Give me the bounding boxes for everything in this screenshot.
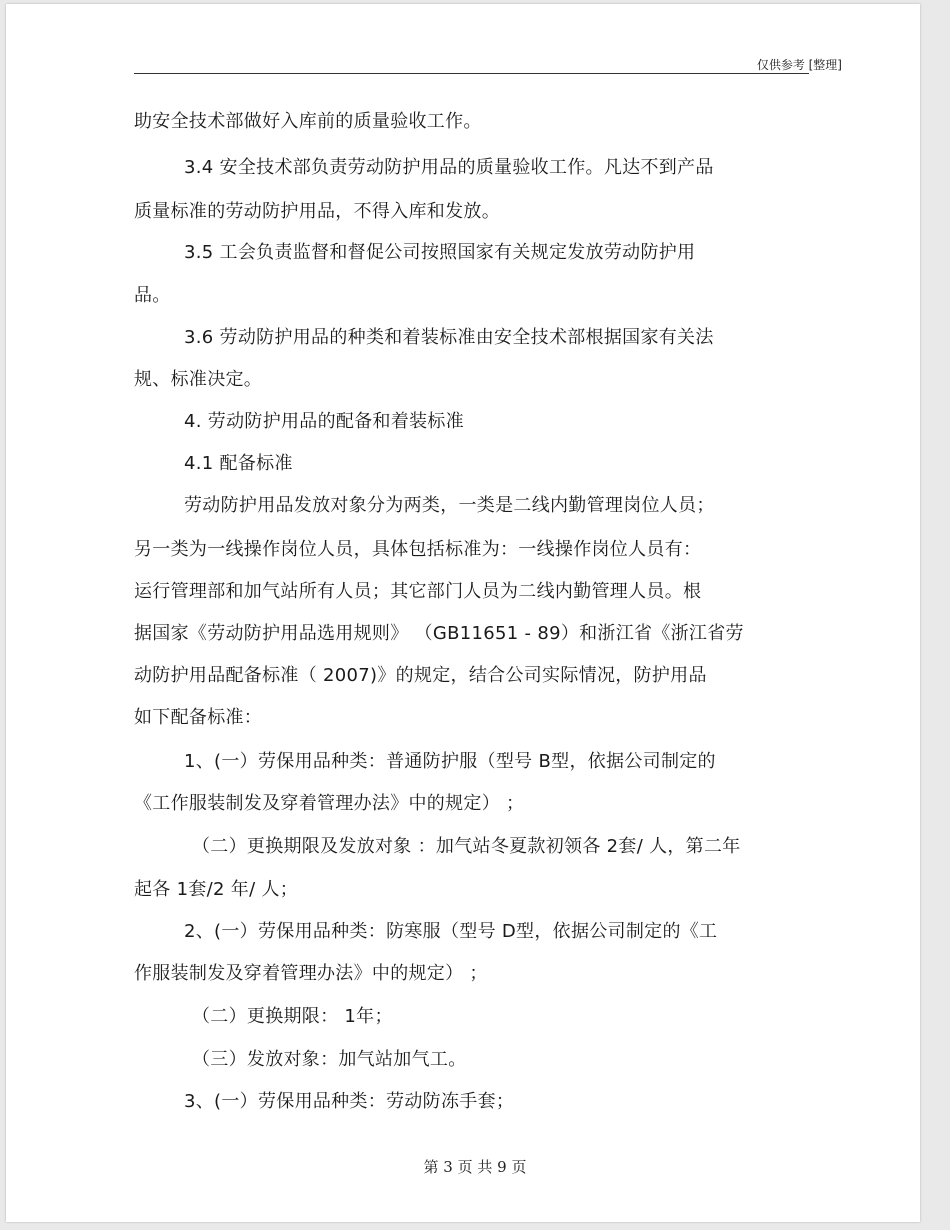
body-line: 规、标准决定。 <box>134 369 263 390</box>
list-item: 3、(一）劳保用品种类：劳动防冻手套； <box>184 1091 515 1112</box>
section-heading: 4. 劳动防护用品的配备和着装标准 <box>184 411 464 432</box>
list-item: 1、(一）劳保用品种类：普通防护服（型号 B型，依据公司制定的 <box>184 751 716 772</box>
subsection-heading: 4.1 配备标准 <box>184 453 293 474</box>
header-note: 仅供参考 [整理] <box>756 58 842 72</box>
body-line: 3.5 工会负责监督和督促公司按照国家有关规定发放劳动防护用 <box>184 242 696 263</box>
body-line: 据国家《劳动防护用品选用规则》 （GB11651 - 89）和浙江省《浙江省劳 <box>134 623 744 644</box>
body-line: 作服装制发及穿着管理办法》中的规定） ； <box>134 963 488 984</box>
list-item: （三）发放对象：加气站加气工。 <box>192 1049 467 1070</box>
page-number-footer: 第 3 页 共 9 页 <box>423 1158 527 1176</box>
list-item: 2、(一）劳保用品种类：防寒服（型号 D型，依据公司制定的《工 <box>184 921 718 942</box>
body-line: 劳动防护用品发放对象分为两类，一类是二线内勤管理岗位人员； <box>184 495 715 516</box>
body-line: 品。 <box>134 285 171 306</box>
body-line: 3.4 安全技术部负责劳动防护用品的质量验收工作。凡达不到产品 <box>184 157 714 178</box>
body-line: 起各 1套/2 年/ 人； <box>134 879 299 900</box>
body-line: 《工作服装制发及穿着管理办法》中的规定） ； <box>134 793 525 814</box>
header-divider <box>134 73 809 74</box>
body-line: 另一类为一线操作岗位人员，具体包括标准为：一线操作岗位人员有： <box>134 539 702 560</box>
body-line: 3.6 劳动防护用品的种类和着装标准由安全技术部根据国家有关法 <box>184 327 714 348</box>
body-line: 如下配备标准： <box>134 707 263 728</box>
body-line: 助安全技术部做好入库前的质量验收工作。 <box>134 111 482 132</box>
list-item: （二）更换期限： 1年； <box>192 1006 393 1027</box>
body-line: 动防护用品配备标准（ 2007)》的规定，结合公司实际情况，防护用品 <box>134 665 707 686</box>
body-line: 质量标准的劳动防护用品，不得入库和发放。 <box>134 201 500 222</box>
body-line: 运行管理部和加气站所有人员；其它部门人员为二线内勤管理人员。根 <box>134 581 702 602</box>
document-page <box>6 4 920 1222</box>
list-item: （二）更换期限及发放对象 ：加气站冬夏款初领各 2套/ 人，第二年 <box>192 836 741 857</box>
